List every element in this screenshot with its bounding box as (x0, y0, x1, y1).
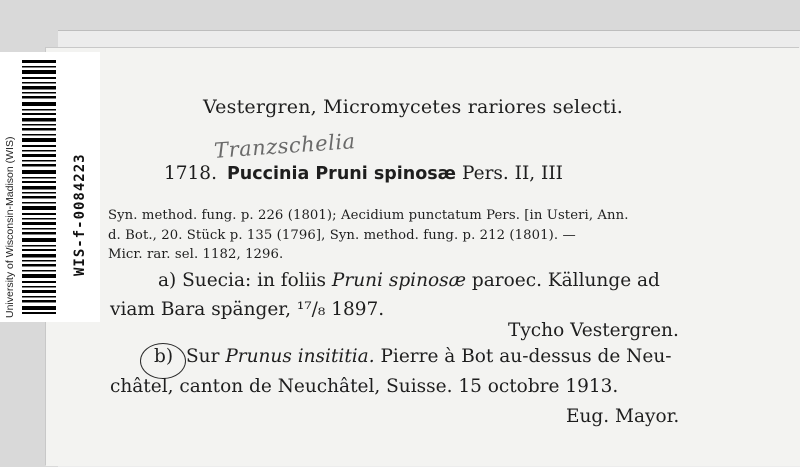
locality-a-line (158, 270, 660, 291)
locality-b-line2: châtel, canton de Neuchâtel, Suisse. 15 octobre 1913. (110, 376, 619, 397)
locality-a-prefix: a) Suecia: in foliis (158, 270, 332, 291)
locality-b-rest: Pierre à Bot au-dessus de Neu- (374, 346, 672, 367)
institution-text: University of Wisconsin-Madison (WIS) (4, 136, 16, 318)
species-title (164, 163, 563, 184)
series-header: Vestergren, Micromycetes rariores selecti. (203, 96, 623, 118)
locality-b-prefix: Sur (186, 346, 226, 367)
barcode-image (22, 58, 56, 316)
synonymy-line: Micr. rar. sel. 1182, 1296. (108, 247, 284, 262)
barcode-number: WIS-f-0084223 (72, 153, 88, 276)
species-name: Puccinia Pruni spinosæ (226, 164, 456, 184)
locality-b-line (186, 346, 671, 367)
species-authority: Pers. II, III (462, 163, 563, 184)
locality-b-collector: Eug. Mayor. (566, 406, 680, 427)
handwritten-annotation: Tranzschelia (213, 129, 357, 163)
locality-a-collector: Tycho Vestergren. (508, 320, 679, 341)
synonymy-line: Syn. method. fung. p. 226 (1801); Aecidium punctatum Pers. [in Usteri, Ann. (108, 208, 629, 223)
synonymy-line: d. Bot., 20. Stück p. 135 (1796], Syn. method. fung. p. 212 (1801). — (108, 228, 576, 243)
locality-a-host: Pruni spinosæ (331, 270, 467, 291)
locality-a-line2: viam Bara spänger, ¹⁷/₈ 1897. (110, 299, 385, 320)
locality-b-marker: b) (154, 346, 174, 367)
exsiccata-number: 1718. (164, 163, 217, 184)
locality-b-host: Prunus insititia. (225, 346, 375, 367)
locality-a-rest: paroec. Källunge ad (466, 270, 660, 291)
